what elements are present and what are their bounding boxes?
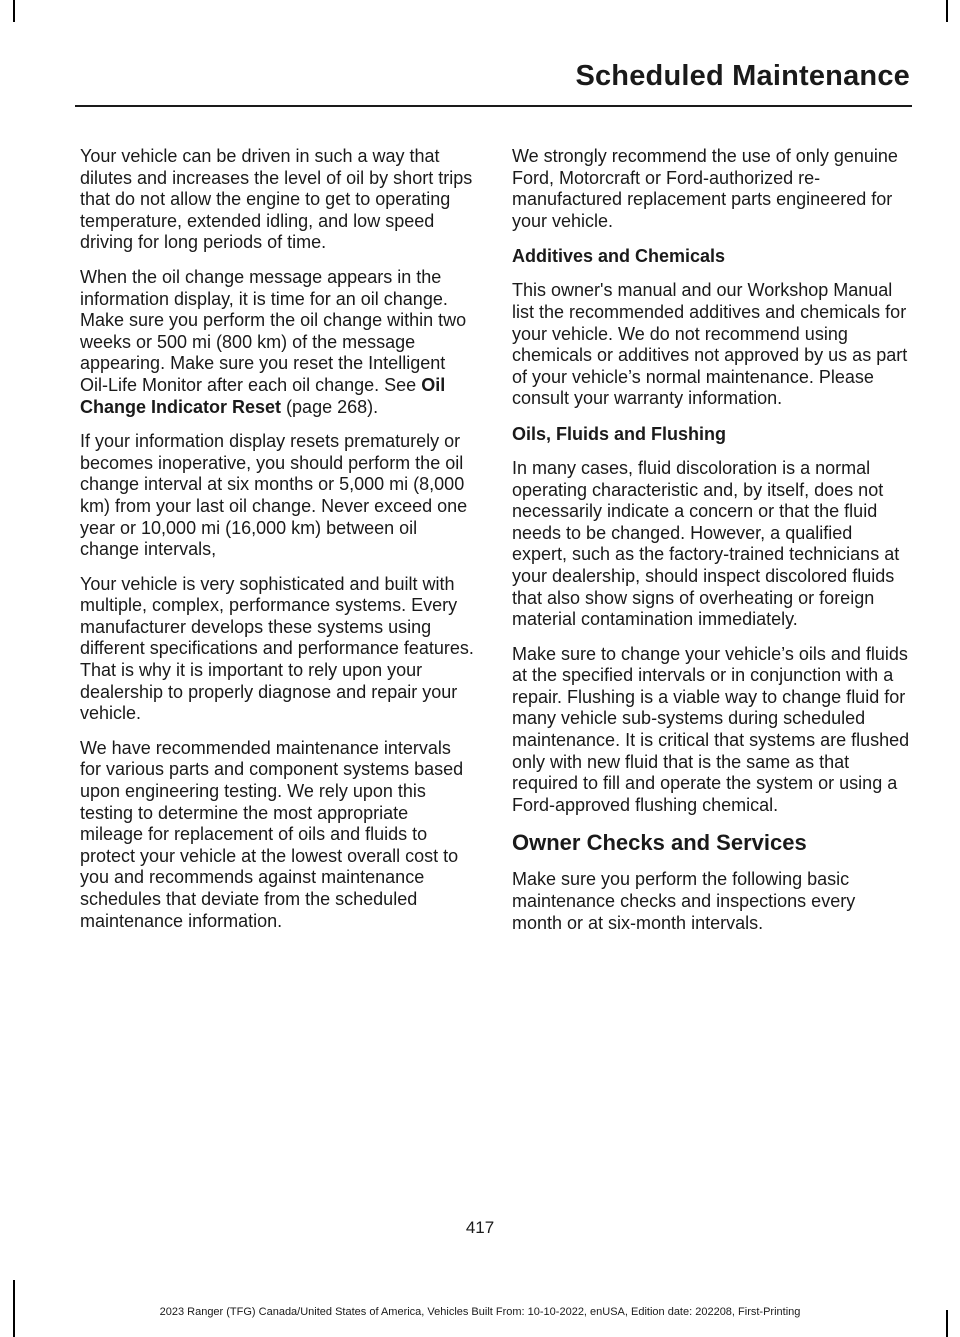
paragraph-oil-dilution: Your vehicle can be driven in such a way that dilutes and increases the level of oil by short trips that do not allow the engine to get to operating temperature, extended idling, and low speed driving for long periods of time. [80, 146, 473, 253]
heading-owner-checks: Owner Checks and Services [512, 830, 807, 856]
paragraph-fluid-discoloration: In many cases, fluid discoloration is a normal operating characteristic and, by itself, does not necessarily indicate a concern or that the fluid needs to be changed. However, a qualified expert, such as the factory-trained technicians at your dealership, should inspect discolored fluids that also show signs of overheating or foreign material contamination immediately. [512, 457, 900, 630]
paragraph-recommended-intervals: We have recommended maintenance intervals for various parts and component systems based upon engineering testing. We rely upon this testing to determine the most appropriate mileage for replacement of oils and fluids to protect your vehicle at the lowest overall cost to you and recommends against maintenance schedules that deviate from the scheduled maintenance information. [80, 737, 464, 931]
paragraph-display-resets: If your information display resets prematurely or becomes inoperative, you should perform the oil change interval at six months or 5,000 mi (8,000 km) from your last oil change. Never exceed one year or 10,000 mi (16,000 km) between oil change intervals, [80, 431, 468, 560]
paragraph-additives: This owner's manual and our Workshop Manual list the recommended additives and chemicals for your vehicle. We do not recommend using chemicals or additives not approved by us as part of your vehicle’s normal maintenance. Please consult your warranty information. [512, 280, 908, 409]
paragraph-flushing: Make sure to change your vehicle’s oils and fluids at the specified intervals or in conjunction with a repair. Flushing is a viable way to change fluid for many vehicle sub-systems during scheduled maintenance. It is critical that systems are flushed only with new fluid that is the same as that required to fill and operate the system or using a Ford-approved flushing chemical. [512, 643, 910, 815]
right-column [512, 146, 910, 947]
paragraph-genuine-parts: We strongly recommend the use of only genuine Ford, Motorcraft or Ford-authorized re-manufactured replacement parts engineered for your vehicle. [512, 146, 898, 231]
crop-mark-top-left [13, 0, 15, 22]
oil-change-indicator-reset-link[interactable]: Oil Change Indicator Reset [80, 374, 446, 417]
paragraph-basic-checks: Make sure you perform the following basic maintenance checks and inspections every month or at six-month intervals. [512, 869, 856, 933]
heading-oils-fluids-flushing: Oils, Fluids and Flushing [512, 423, 727, 444]
page-title: Scheduled Maintenance [575, 60, 910, 92]
edition-footer: 2023 Ranger (TFG) Canada/United States of America, Vehicles Built From: 10-10-2022, enUSA, Edition date: 202208, First-Printing [159, 1306, 801, 1318]
page-number: 417 [465, 1218, 495, 1237]
left-column [80, 146, 476, 945]
paragraph-sophisticated-vehicle: Your vehicle is very sophisticated and built with multiple, complex, performance systems. Every manufacturer develops these systems using different specifications and performance features. That is why it is important to rely upon your dealership to properly diagnose and repair your vehicle. [80, 573, 474, 724]
heading-additives-chemicals: Additives and Chemicals [512, 246, 726, 267]
paragraph-text: When the oil change message appears in the information display, it is time for an oil change. Make sure you perform the oil change within two weeks or 500 mi (800 km) of the message appearing. Make sure you reset the Intelligent Oil-Life Monitor after each oil change. See [80, 266, 467, 395]
crop-mark-top-right [946, 0, 948, 22]
page-reference: (page 268). [281, 396, 379, 417]
header-divider [75, 105, 912, 107]
paragraph-oil-change-message [80, 267, 476, 418]
